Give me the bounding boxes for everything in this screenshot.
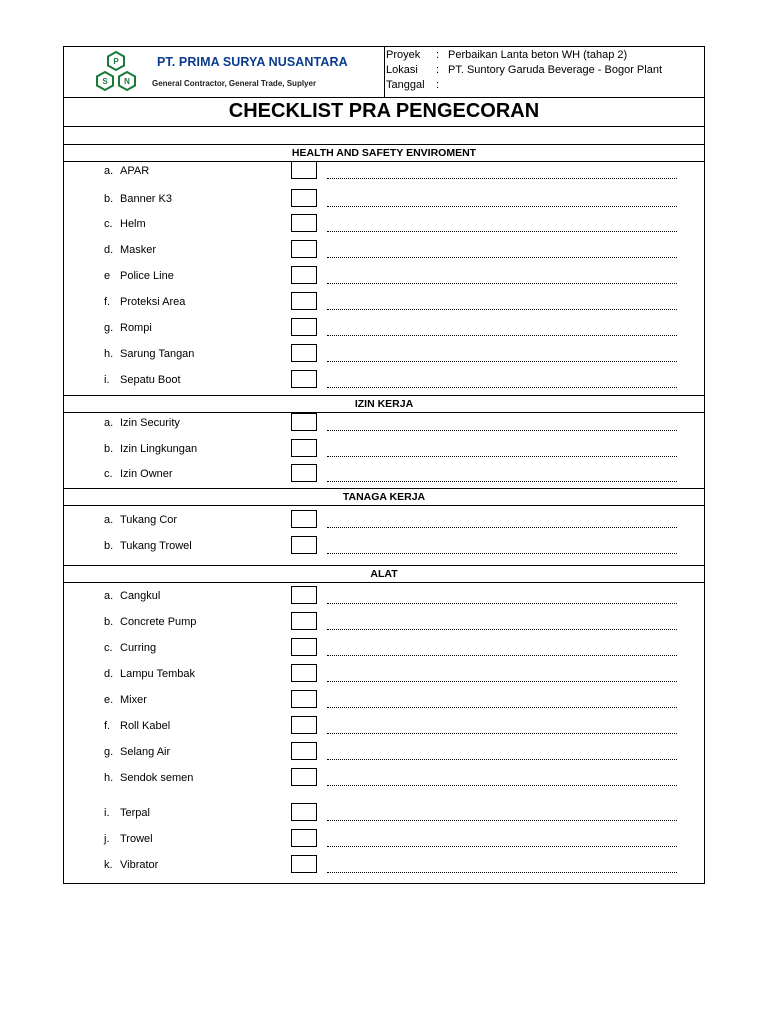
item-letter: f. [104, 296, 111, 308]
section-title: ALAT [370, 568, 398, 580]
notes-line[interactable] [327, 481, 677, 482]
item-checkbox[interactable] [291, 370, 317, 388]
item-label: Trowel [120, 833, 153, 845]
notes-line[interactable] [327, 707, 677, 708]
notes-line[interactable] [327, 206, 677, 207]
svg-text:N: N [124, 77, 130, 86]
checklist-item [64, 266, 704, 290]
notes-line[interactable] [327, 820, 677, 821]
item-letter: g. [104, 746, 114, 758]
notes-line[interactable] [327, 387, 677, 388]
info-label: Lokasi [386, 64, 418, 76]
project-info [386, 47, 704, 97]
notes-line[interactable] [327, 733, 677, 734]
item-label: Mixer [120, 694, 147, 706]
info-colon: : [436, 49, 440, 61]
item-checkbox[interactable] [291, 439, 317, 457]
info-value: Perbaikan Lanta beton WH (tahap 2) [448, 49, 628, 61]
info-row [386, 63, 704, 78]
info-value: PT. Suntory Garuda Beverage - Bogor Plant [448, 64, 663, 76]
svg-text:S: S [102, 77, 108, 86]
item-checkbox[interactable] [291, 344, 317, 362]
notes-line[interactable] [327, 681, 677, 682]
item-letter: d. [104, 668, 114, 680]
item-letter: b. [104, 193, 114, 205]
item-label: Sepatu Boot [120, 374, 181, 386]
checklist-item [64, 464, 704, 488]
svg-text:P: P [113, 57, 119, 66]
divider [64, 505, 704, 506]
item-label: Terpal [120, 807, 150, 819]
item-letter: j. [104, 833, 110, 845]
info-row [386, 48, 704, 63]
checklist-item [64, 189, 704, 213]
item-checkbox[interactable] [291, 690, 317, 708]
checklist-item [64, 536, 704, 560]
notes-line[interactable] [327, 335, 677, 336]
item-letter: d. [104, 244, 114, 256]
item-letter: c. [104, 642, 113, 654]
item-checkbox[interactable] [291, 612, 317, 630]
item-letter: a. [104, 590, 114, 602]
checklist-item [64, 161, 704, 185]
item-checkbox[interactable] [291, 292, 317, 310]
checklist-item [64, 742, 704, 766]
item-checkbox[interactable] [291, 413, 317, 431]
checklist-item [64, 855, 704, 879]
checklist-item [64, 318, 704, 342]
item-checkbox[interactable] [291, 266, 317, 284]
item-letter: k. [104, 859, 113, 871]
item-letter: h. [104, 772, 114, 784]
checklist-sheet [63, 46, 705, 884]
company-logo-icon [92, 50, 140, 96]
logo-cell [64, 47, 385, 97]
section-title: HEALTH AND SAFETY ENVIROMENT [291, 147, 477, 159]
item-letter: b. [104, 540, 114, 552]
item-checkbox[interactable] [291, 664, 317, 682]
notes-line[interactable] [327, 553, 677, 554]
info-label: Tanggal [386, 79, 425, 91]
notes-line[interactable] [327, 846, 677, 847]
company-tagline: General Contractor, General Trade, Suplyer [152, 79, 317, 88]
item-checkbox[interactable] [291, 716, 317, 734]
checklist-item [64, 214, 704, 238]
item-checkbox[interactable] [291, 586, 317, 604]
item-checkbox[interactable] [291, 214, 317, 232]
item-label: Masker [120, 244, 157, 256]
item-letter: e. [104, 694, 114, 706]
item-letter: c. [104, 218, 113, 230]
checklist-item [64, 292, 704, 316]
checklist-item [64, 344, 704, 368]
item-label: Banner K3 [120, 193, 172, 205]
item-checkbox[interactable] [291, 803, 317, 821]
item-label: Sarung Tangan [120, 348, 195, 360]
info-row [386, 78, 704, 93]
checklist-item [64, 716, 704, 740]
checklist-item [64, 829, 704, 853]
section-title: TANAGA KERJA [342, 491, 426, 503]
item-checkbox[interactable] [291, 855, 317, 873]
item-label: Roll Kabel [120, 720, 171, 732]
item-letter: b. [104, 443, 114, 455]
notes-line[interactable] [327, 178, 677, 179]
section-title: IZIN KERJA [354, 398, 414, 410]
notes-line[interactable] [327, 257, 677, 258]
checklist-item [64, 586, 704, 610]
checklist-item [64, 370, 704, 394]
checklist-item [64, 638, 704, 662]
item-label: Cangkul [120, 590, 161, 602]
item-label: Izin Owner [120, 468, 173, 480]
checklist-item [64, 240, 704, 264]
item-letter: f. [104, 720, 111, 732]
checklist-item [64, 690, 704, 714]
item-letter: h. [104, 348, 114, 360]
notes-line[interactable] [327, 430, 677, 431]
item-letter: a. [104, 165, 114, 177]
item-label: Sendok semen [120, 772, 194, 784]
item-letter: i. [104, 807, 110, 819]
item-checkbox[interactable] [291, 464, 317, 482]
item-label: Helm [120, 218, 146, 230]
item-checkbox[interactable] [291, 742, 317, 760]
item-letter: i. [104, 374, 110, 386]
checklist-item [64, 612, 704, 636]
notes-line[interactable] [327, 527, 677, 528]
checklist-item [64, 510, 704, 534]
item-letter: a. [104, 514, 114, 526]
company-name: PT. PRIMA SURYA NUSANTARA [157, 55, 348, 69]
notes-line[interactable] [327, 361, 677, 362]
item-label: Concrete Pump [120, 616, 197, 628]
item-checkbox[interactable] [291, 829, 317, 847]
item-letter: a. [104, 417, 114, 429]
notes-line[interactable] [327, 655, 677, 656]
info-colon: : [436, 79, 440, 91]
notes-line[interactable] [327, 629, 677, 630]
item-letter: g. [104, 322, 114, 334]
info-colon: : [436, 64, 440, 76]
notes-line[interactable] [327, 785, 677, 786]
item-checkbox[interactable] [291, 240, 317, 258]
checklist-item [64, 413, 704, 437]
item-letter: e [104, 270, 111, 282]
item-label: Izin Lingkungan [120, 443, 198, 455]
item-label: Tukang Trowel [120, 540, 192, 552]
divider [64, 126, 704, 127]
item-checkbox[interactable] [291, 161, 317, 179]
header [64, 47, 704, 98]
item-label: Vibrator [120, 859, 159, 871]
item-label: Proteksi Area [120, 296, 186, 308]
item-letter: b. [104, 616, 114, 628]
item-checkbox[interactable] [291, 536, 317, 554]
notes-line[interactable] [327, 456, 677, 457]
checklist-item [64, 803, 704, 827]
item-checkbox[interactable] [291, 638, 317, 656]
item-label: Selang Air [120, 746, 171, 758]
checklist-item [64, 439, 704, 463]
item-label: Lampu Tembak [120, 668, 196, 680]
notes-line[interactable] [327, 231, 677, 232]
checklist-item [64, 664, 704, 688]
page-title: CHECKLIST PRA PENGECORAN [228, 100, 540, 122]
item-label: Rompi [120, 322, 152, 334]
item-checkbox[interactable] [291, 510, 317, 528]
item-label: Police Line [120, 270, 174, 282]
divider [64, 582, 704, 583]
checklist-item [64, 768, 704, 792]
notes-line[interactable] [327, 759, 677, 760]
notes-line[interactable] [327, 309, 677, 310]
item-label: Tukang Cor [120, 514, 178, 526]
item-checkbox[interactable] [291, 318, 317, 336]
item-label: Izin Security [120, 417, 180, 429]
notes-line[interactable] [327, 283, 677, 284]
item-checkbox[interactable] [291, 768, 317, 786]
notes-line[interactable] [327, 872, 677, 873]
item-checkbox[interactable] [291, 189, 317, 207]
notes-line[interactable] [327, 603, 677, 604]
item-label: APAR [120, 165, 150, 177]
info-label: Proyek [386, 49, 421, 61]
item-letter: c. [104, 468, 113, 480]
item-label: Curring [120, 642, 157, 654]
